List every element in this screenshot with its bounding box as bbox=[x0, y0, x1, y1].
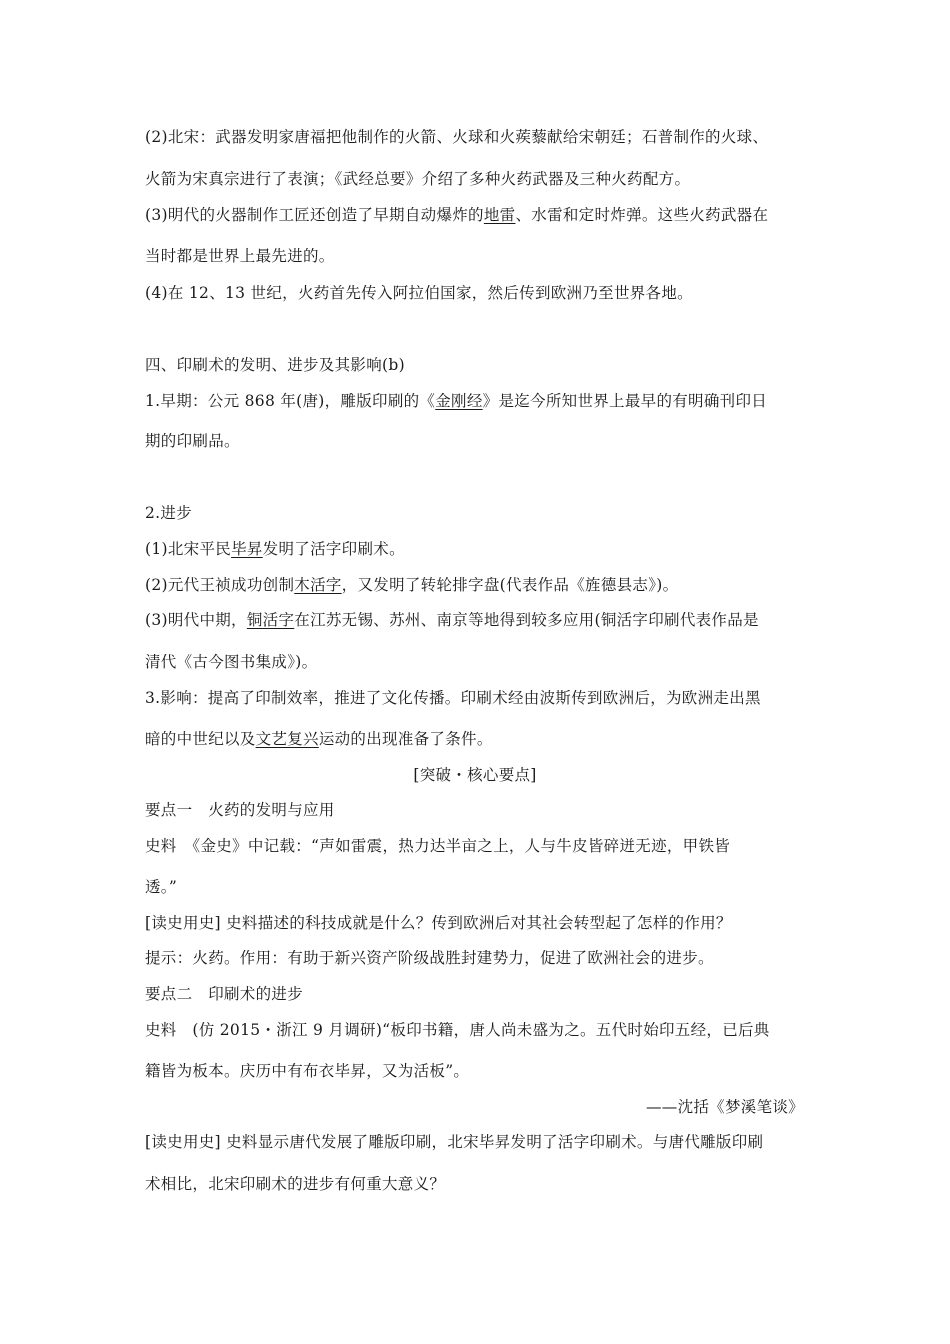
underlined-term: 铜活字 bbox=[246, 611, 295, 629]
text-line: (4)在 12、13 世纪，火药首先传入阿拉伯国家，然后传到欧洲乃至世界各地。 bbox=[145, 284, 693, 302]
source-text: 透。” bbox=[145, 878, 178, 896]
text-segment: 运动的出现准备了条件。 bbox=[318, 730, 493, 748]
key-point-heading: 要点一 火药的发明与应用 bbox=[145, 801, 335, 819]
text-line bbox=[145, 575, 678, 595]
text-line: 火箭为宋真宗进行了表演；《武经总要》介绍了多种火药武器及三种火药配方。 bbox=[145, 170, 691, 188]
question-text: [读史用史] 史料描述的科技成就是什么？传到欧洲后对其社会转型起了怎样的作用？ bbox=[145, 914, 732, 932]
text-segment: (1)北宋平民 bbox=[145, 540, 232, 558]
text-segment: (3)明代中期， bbox=[145, 611, 247, 629]
section-heading: 四、印刷术的发明、进步及其影响(b) bbox=[145, 356, 405, 374]
text-segment: (2)元代王祯成功创制 bbox=[145, 576, 295, 594]
underlined-term: 木活字 bbox=[294, 576, 342, 594]
text-line: 期的印刷品。 bbox=[145, 432, 240, 450]
text-segment: 暗的中世纪以及 bbox=[145, 730, 256, 748]
text-segment: ，又发明了转轮排字盘(代表作品《旌德县志》)。 bbox=[341, 576, 679, 594]
text-segment: 》是迄今所知世界上最早的有明确刊印日 bbox=[482, 392, 768, 410]
key-point-heading: 要点二 印刷术的进步 bbox=[145, 985, 304, 1003]
underlined-term: 金刚经 bbox=[435, 392, 483, 410]
text-line: 清代《古今图书集成》)。 bbox=[145, 653, 318, 671]
underlined-term: 地雷 bbox=[483, 206, 516, 224]
text-segment: 1.早期：公元 868 年(唐)，雕版印刷的《 bbox=[145, 392, 436, 410]
text-segment: 在江苏无锡、苏州、南京等地得到较多应用(铜活字印刷代表作品是 bbox=[294, 611, 759, 629]
question-text: 术相比，北宋印刷术的进步有何重大意义？ bbox=[145, 1175, 446, 1193]
text-line bbox=[145, 539, 405, 559]
source-text: 籍皆为板本。庆历中有布衣毕昇，又为活板”。 bbox=[145, 1062, 470, 1080]
text-line: (2)北宋：武器发明家唐福把他制作的火箭、火球和火蒺藜献给宋朝廷；石普制作的火球、 bbox=[145, 128, 769, 146]
source-text: 史料 《金史》中记载：“声如雷震，热力达半亩之上，人与牛皮皆碎迸无迹，甲铁皆 bbox=[145, 837, 731, 855]
text-line bbox=[145, 391, 767, 411]
text-segment: (3)明代的火器制作工匠还创造了早期自动爆炸的 bbox=[145, 206, 484, 224]
text-line bbox=[145, 205, 768, 225]
text-segment: 发明了活字印刷术。 bbox=[262, 540, 405, 558]
text-line bbox=[145, 729, 493, 749]
source-text: 史料 (仿 2015・浙江 9 月调研)“板印书籍，唐人尚未盛为之。五代时始印五经，已后典 bbox=[145, 1021, 770, 1039]
underlined-term: 毕昇 bbox=[231, 540, 263, 558]
text-line: 当时都是世界上最先进的。 bbox=[145, 247, 335, 265]
section-banner: [突破・核心要点] bbox=[413, 766, 537, 784]
question-text: [读史用史] 史料显示唐代发展了雕版印刷，北宋毕昇发明了活字印刷术。与唐代雕版印刷 bbox=[145, 1133, 764, 1151]
subheading: 2.进步 bbox=[145, 504, 192, 522]
text-line: 3.影响：提高了印制效率，推进了文化传播。印刷术经由波斯传到欧洲后，为欧洲走出黑 bbox=[145, 689, 761, 707]
text-segment: 、水雷和定时炸弹。这些火药武器在 bbox=[515, 206, 769, 224]
underlined-term: 文艺复兴 bbox=[255, 730, 319, 748]
answer-text: 提示：火药。作用：有助于新兴资产阶级战胜封建势力，促进了欧洲社会的进步。 bbox=[145, 949, 714, 967]
source-attribution: ——沈括《梦溪笔谈》 bbox=[645, 1098, 804, 1116]
text-line bbox=[145, 610, 759, 630]
